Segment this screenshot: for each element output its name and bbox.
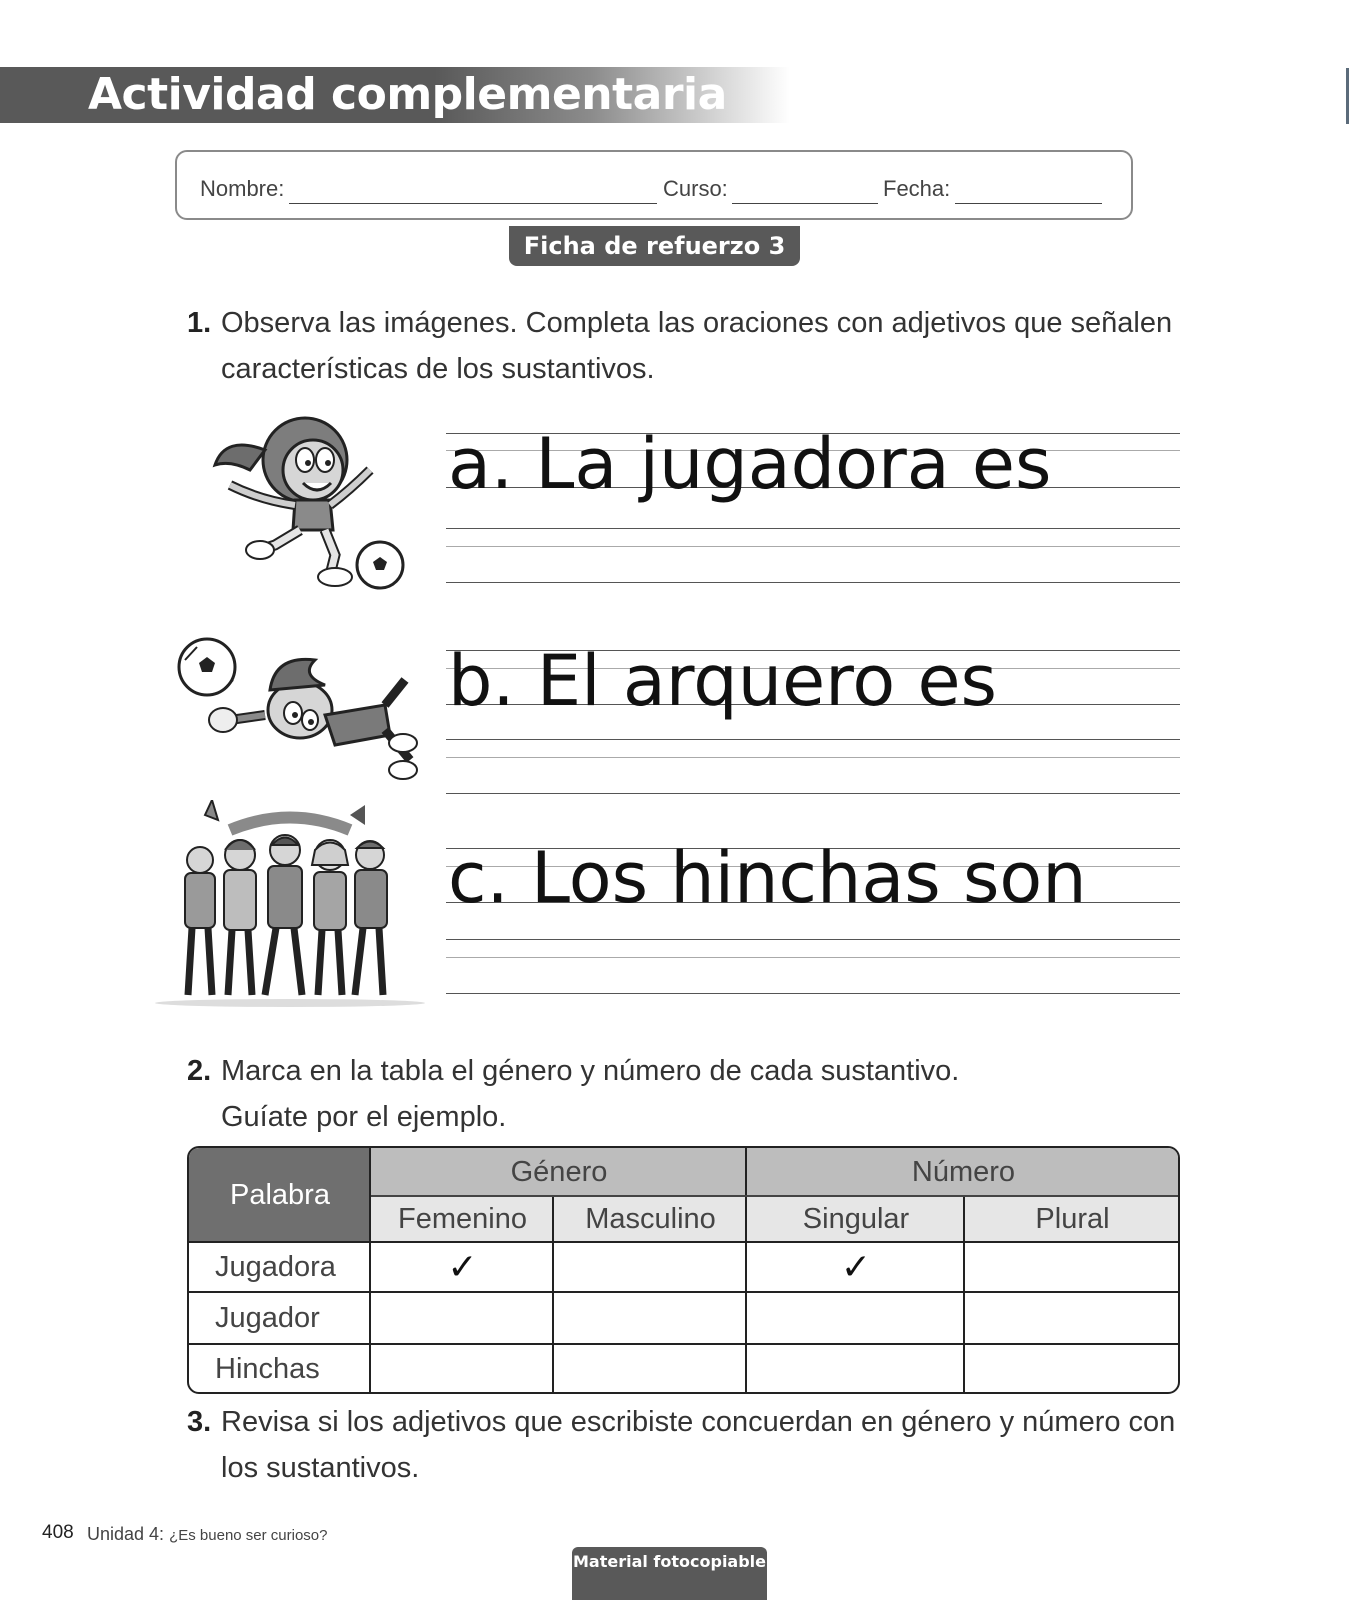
student-info-box — [175, 150, 1133, 220]
edge-marker — [1346, 68, 1349, 124]
table-divider — [371, 1195, 1180, 1197]
writing-line — [446, 546, 1180, 547]
writing-line — [446, 582, 1180, 583]
cell-femenino-hinchas[interactable] — [371, 1344, 554, 1394]
numero-header: Número — [911, 1155, 1016, 1188]
table-divider — [552, 1196, 554, 1394]
question-3-line1: Revisa si los adjetivos que escribiste concuerdan en género y número con — [221, 1406, 1176, 1438]
page-number: 408 — [42, 1522, 74, 1543]
row-word-jugador: Jugador — [215, 1301, 320, 1334]
answer-line-c[interactable] — [446, 939, 1180, 940]
sentence-a: a. La jugadora es — [448, 423, 1052, 505]
writing-line — [446, 793, 1180, 794]
girl-soccer-player-illustration — [205, 405, 415, 605]
cheering-fans-illustration — [150, 800, 430, 1010]
course-label: Curso: — [663, 176, 728, 201]
cell-masculino-jugador[interactable] — [554, 1292, 747, 1344]
date-field[interactable] — [955, 203, 1102, 204]
genero-header: Género — [510, 1155, 608, 1188]
goalkeeper-diving-illustration — [175, 635, 425, 795]
photocopy-tab: Material fotocopiable — [572, 1547, 767, 1600]
name-label: Nombre: — [200, 176, 285, 201]
cell-plural-jugador[interactable] — [965, 1292, 1180, 1344]
table-divider — [963, 1196, 965, 1394]
question-2-number: 2. — [187, 1055, 212, 1087]
row-word-hinchas: Hinchas — [215, 1352, 320, 1385]
table-divider — [745, 1148, 747, 1394]
checkmark-femenino-jugadora[interactable]: ✓ — [447, 1246, 478, 1287]
writing-line — [446, 993, 1180, 994]
course-field[interactable] — [732, 203, 878, 204]
cell-singular-hinchas[interactable] — [747, 1344, 965, 1394]
checkmark-singular-jugadora[interactable]: ✓ — [840, 1246, 872, 1287]
masculino-header: Masculino — [585, 1202, 716, 1235]
question-1-line1: Observa las imágenes. Completa las oraciones con adjetivos que señalen — [221, 307, 1173, 339]
unit-reference — [87, 1524, 328, 1545]
question-2-line1: Marca en la tabla el género y número de cada sustantivo. — [221, 1055, 960, 1087]
row-word-jugadora: Jugadora — [215, 1250, 336, 1283]
gender-number-table — [187, 1146, 1180, 1394]
table-divider — [189, 1343, 1180, 1345]
table-divider — [189, 1291, 1180, 1293]
answer-line-a[interactable] — [446, 528, 1180, 529]
palabra-header: Palabra — [189, 1148, 371, 1242]
unit-label: Unidad 4: — [87, 1524, 165, 1544]
cell-femenino-jugador[interactable] — [371, 1292, 554, 1344]
writing-line — [446, 757, 1180, 758]
table-divider — [189, 1241, 1180, 1243]
sentence-b: b. El arquero es — [448, 640, 998, 722]
cell-masculino-hinchas[interactable] — [554, 1344, 747, 1394]
answer-line-b[interactable] — [446, 739, 1180, 740]
question-1-number: 1. — [187, 307, 212, 339]
table-divider — [369, 1148, 371, 1394]
date-label: Fecha: — [883, 176, 951, 201]
unit-title: ¿Es bueno ser curioso? — [169, 1527, 328, 1544]
singular-header: Singular — [802, 1202, 910, 1235]
question-1-line2: características de los sustantivos. — [221, 353, 655, 385]
plural-header: Plural — [1035, 1202, 1110, 1235]
femenino-header: Femenino — [398, 1202, 527, 1235]
cell-masculino-jugadora[interactable] — [554, 1242, 747, 1292]
cell-plural-jugadora[interactable] — [965, 1242, 1180, 1292]
cell-singular-jugador[interactable] — [747, 1292, 965, 1344]
question-3-number: 3. — [187, 1406, 212, 1438]
question-3-line2: los sustantivos. — [221, 1452, 420, 1484]
cell-plural-hinchas[interactable] — [965, 1344, 1180, 1394]
writing-line — [446, 957, 1180, 958]
page-title: Actividad complementaria — [88, 69, 727, 120]
worksheet-tab: Ficha de refuerzo 3 — [509, 226, 800, 266]
name-field[interactable] — [289, 203, 657, 204]
question-2-line2: Guíate por el ejemplo. — [221, 1101, 507, 1133]
sentence-c: c. Los hinchas son — [448, 837, 1087, 919]
